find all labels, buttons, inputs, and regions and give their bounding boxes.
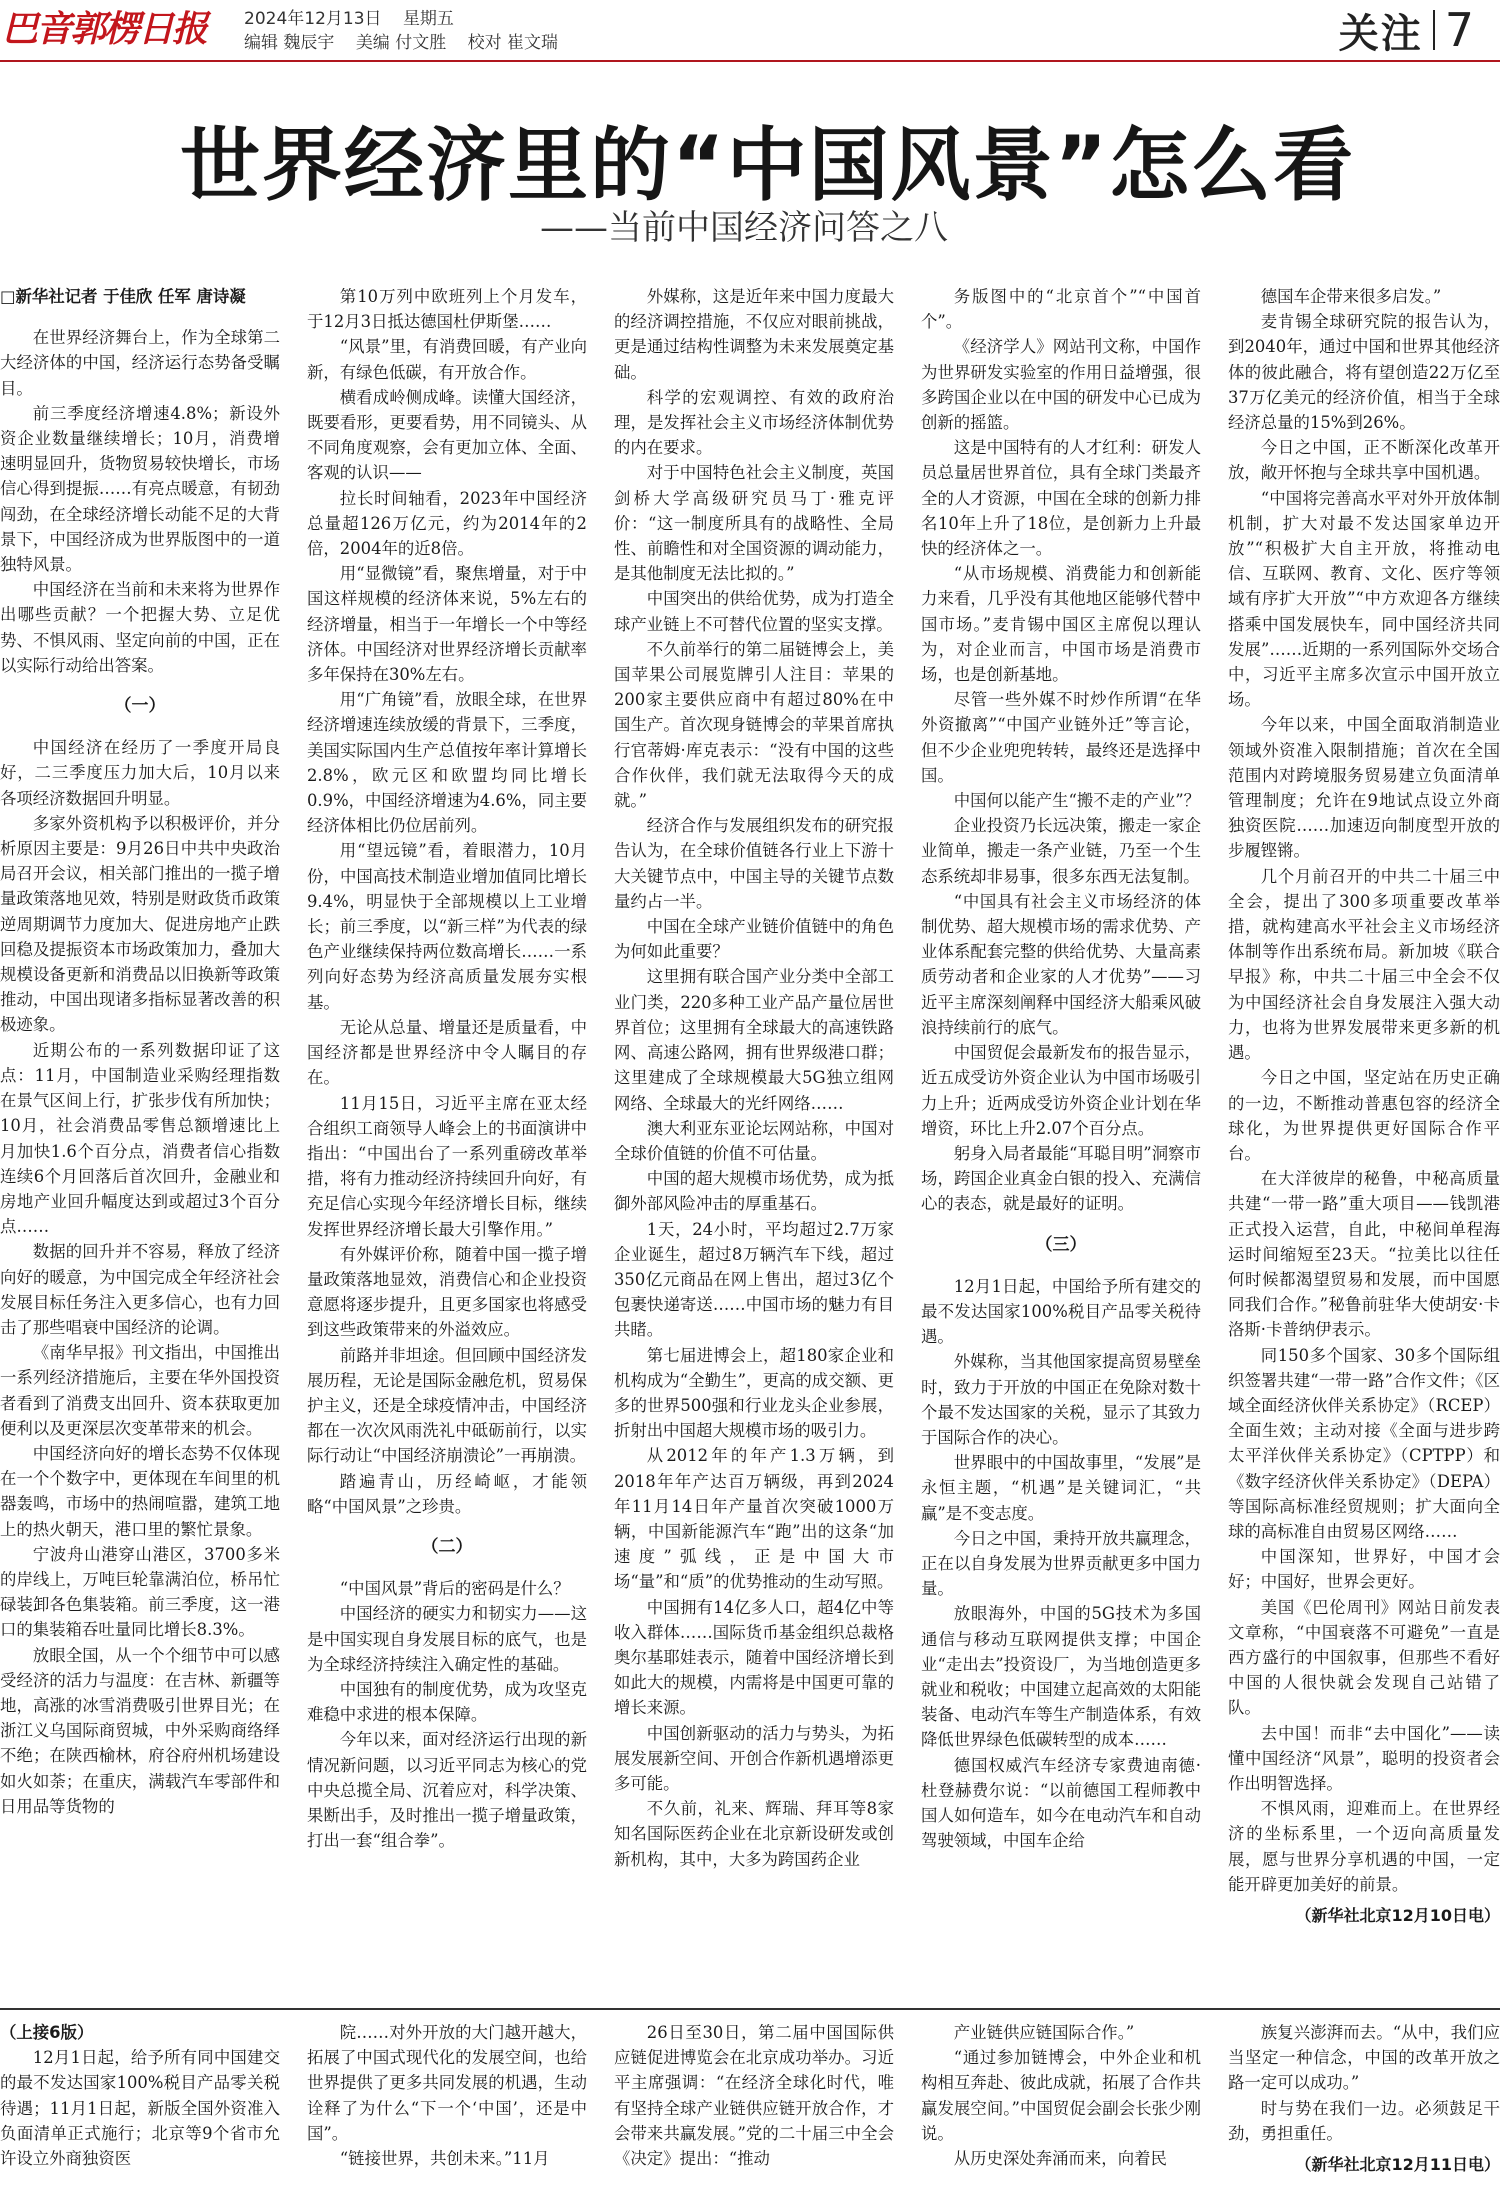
paragraph: 数据的回升并不容易，释放了经济向好的暖意，为中国完成全年经济社会发展目标任务注入更多信心，也有力回击了那些唱衰中国经济的论调。 <box>0 1242 280 1337</box>
paragraph: 无论从总量、增量还是质量看，中国经济都是世界经济中令人瞩目的存在。 <box>307 1017 587 1088</box>
issue-weekday: 星期五 <box>402 9 454 29</box>
paragraph: 中国拥有14亿多人口，超4亿中等收入群体……国际货币基金组织总裁格奥尔基耶娃表示，随着中国经济增长到如此大的规模，内需将是中国更可靠的增长来源。 <box>614 1597 894 1718</box>
paragraph: 族复兴澎湃而去。“从中，我们应当坚定一种信念，中国的改革开放之路一定可以成功。” <box>1228 2023 1500 2093</box>
continued-column-1 <box>0 2020 280 2188</box>
paragraph: 拉长时间轴看，2023年中国经济总量超126万亿元，约为2014年的2倍，2004年的近8倍。 <box>307 488 587 559</box>
continued-column-2 <box>307 2020 587 2188</box>
staff-meta-row <box>244 28 574 53</box>
paragraph: 中国贸促会最新发布的报告显示，近五成受访外资企业认为中国市场吸引力上升；近两成受访外资企业计划在华增资，环比上升2.07个百分点。 <box>921 1043 1201 1138</box>
section-divider <box>1433 10 1435 50</box>
paragraph: “链接世界，共创未来。”11月 <box>339 2149 550 2169</box>
paragraph: “中国将完善高水平对外开放体制机制，扩大对最不发达国家单边开放”“积极扩大自主开放，将推动电信、互联网、教育、文化、医疗等领域有序扩大开放”“中方欢迎各方继续搭乘中国发展快车，同中国经济共同发展”……近期的一系列国际外交场合中，习近平主席多次宣示中国开放立场。 <box>1228 488 1500 710</box>
paragraph: 同150多个国家、30多个国际组织签署共建“一带一路”合作文件；《区域全面经济伙伴关系协定》（RCEP）全面生效；主动对接《全面与进步跨太平洋伙伴关系协定》（CPTPP）和《数字经济伙伴关系协定》（DEPA）等国际高标准经贸规则；扩大面向全球的高标准自由贸易区网络…… <box>1228 1345 1500 1541</box>
paragraph: 12月1日起，给予所有同中国建交的最不发达国家100%税目产品零关税待遇；11月1日起，新版全国外资准入负面清单正式施行；北京等9个省市允许设立外商独资医 <box>0 2048 280 2169</box>
article-dateline: （新华社北京12月10日电） <box>1295 1906 1500 1925</box>
paragraph: 12月1日起，中国给予所有建交的最不发达国家100%税目产品零关税待遇。 <box>921 1276 1201 1347</box>
paragraph: 今年以来，中国全面取消制造业领域外资准入限制措施；首次在全国范围内对跨境服务贸易建立负面清单管理制度；允许在9地试点设立外商独资医院……加速迈向制度型开放的步履铿锵。 <box>1228 715 1500 861</box>
paragraph: 这里拥有联合国产业分类中全部工业门类，220多种工业产品产量位居世界首位；这里拥有全球最大的高速铁路网、高速公路网，拥有世界级港口群；这里建成了全球规模最大5G独立组网网络、全球最大的光纤网络…… <box>614 967 894 1113</box>
paragraph: 科学的宏观调控、有效的政府治理，是发挥社会主义市场经济体制优势的内在要求。 <box>614 387 894 458</box>
newspaper-logo: 巴音郭楞日报 <box>2 8 207 50</box>
paragraph: 中国的超大规模市场优势，成为抵御外部风险冲击的厚重基石。 <box>614 1169 894 1214</box>
paragraph: 企业投资乃长远决策，搬走一家企业简单，搬走一条产业链，乃至一个生态系统却非易事，很多东西无法复制。 <box>921 816 1201 886</box>
article-column-1 <box>0 284 280 2004</box>
paragraph: 第10万列中欧班列上个月发车，于12月3日抵达德国杜伊斯堡…… <box>307 287 587 332</box>
paragraph: 不久前，礼来、辉瑞、拜耳等8家知名国际医药企业在北京新设研发或创新机构，其中，大多为跨国药企业 <box>614 1799 894 1869</box>
paragraph: 横看成岭侧成峰。读懂大国经济，既要看形，更要看势，用不同镜头、从不同角度观察，会有更加立体、全面、客观的认识—— <box>307 387 587 483</box>
art-editor-credit: 美编 付文胜 <box>355 33 447 53</box>
paragraph: 11月15日，习近平主席在亚太经合组织工商领导人峰会上的书面演讲中指出：“中国出台了一系列重磅改革举措，将有力推动经济持续回升向好，有充足信心实现今年经济增长目标，继续发挥世界经济增长最大引擎作用。” <box>307 1093 587 1239</box>
paragraph: 有外媒评价称，随着中国一揽子增量政策落地显效，消费信心和企业投资意愿将逐步提升，且更多国家也将感受到这些政策带来的外溢效应。 <box>307 1244 587 1340</box>
col4b-paragraphs <box>921 1274 1201 1854</box>
cont-col1-paragraphs <box>0 2045 280 2171</box>
paragraph: 中国突出的供给优势，成为打造全球产业链上不可替代位置的坚实支撑。 <box>614 589 894 634</box>
continued-column-5 <box>1228 2020 1500 2188</box>
section-heading-3: （三） <box>1035 1234 1087 1255</box>
proofreader-credit: 校对 崔文瑞 <box>467 33 559 53</box>
paragraph: 务版图中的“北京首个”“中国首个”。 <box>921 287 1201 332</box>
section-rule <box>0 2008 1500 2010</box>
paragraph: 近期公布的一系列数据印证了这点：11月，中国制造业采购经理指数在景气区间上行，扩张步伐有所加快；10月，社会消费品零售总额增速比上月加快1.6个百分点，消费者信心指数连续6个月回落后首次回升，金融业和房地产业回升幅度达到或超过3个百分点…… <box>0 1040 280 1237</box>
paragraph: 麦肯锡全球研究院的报告认为，到2040年，通过中国和世界其他经济体的彼此融合，将有望创造22万亿至37万亿美元的经济价值，相当于全球经济总量的15%到26%。 <box>1228 312 1500 433</box>
issue-date: 2024年12月13日 <box>244 9 382 29</box>
masthead <box>0 0 1500 62</box>
paragraph: 踏遍青山，历经崎岖，才能领略“中国风景”之珍贵。 <box>307 1471 587 1516</box>
page-number: 7 <box>1444 3 1474 57</box>
editor-credit: 编辑 魏辰宇 <box>244 33 335 53</box>
cont-col3-paragraphs <box>614 2020 894 2171</box>
paragraph: “从市场规模、消费能力和创新能力来看，几乎没有其他地区能够代替中国市场。”麦肯锡中国区主席倪以理认为，对企业而言，中国市场是消费市场，也是创新基地。 <box>921 564 1201 685</box>
paragraph: 德国车企带来很多启发。” <box>1260 287 1442 306</box>
continued-column-4 <box>921 2020 1201 2188</box>
paragraph: 1天，24小时，平均超过2.7万家企业诞生，超过8万辆汽车下线，超过350亿元商品在网上售出，超过3亿个包裹快递寄送……中国市场的魅力有目共睹。 <box>614 1219 894 1340</box>
paragraph: 用“广角镜”看，放眼全球，在世界经济增速连续放缓的背景下，三季度，美国实际国内生产总值按年率计算增长2.8%，欧元区和欧盟均同比增长0.9%，中国经济增速为4.6%，同主要经济体相比仍位居前列。 <box>307 690 587 836</box>
cont-col2-paragraphs <box>307 2020 587 2171</box>
cont-col5-paragraphs <box>1228 2020 1500 2146</box>
paragraph: 德国权威汽车经济专家费迪南德·杜登赫费尔说：“以前德国工程师教中国人如何造车，如今在电动汽车和自动驾驶领域，中国车企给 <box>921 1755 1201 1851</box>
continued-dateline: （新华社北京12月11日电） <box>1295 2155 1500 2175</box>
paragraph: 在大洋彼岸的秘鲁，中秘高质量共建“一带一路”重大项目——钱凯港正式投入运营，自此，中秘间单程海运时间缩短至23天。“拉美比以往任何时候都渴望贸易和发展，而中国愿同我们合作。”秘鲁前驻华大使胡安·卡洛斯·卡普纳伊表示。 <box>1228 1169 1500 1340</box>
paragraph: 中国经济向好的增长态势不仅体现在一个个数字中，更体现在车间里的机器轰鸣，市场中的热闹喧嚣，建筑工地上的热火朝天，港口里的繁忙景象。 <box>0 1443 280 1539</box>
paragraph: 院……对外开放的大门越开越大，拓展了中国式现代化的发展空间，也给世界提供了更多共同发展的机遇，生动诠释了为什么“下一个‘中国’，还是中国”。 <box>307 2023 587 2143</box>
col1b-paragraphs <box>0 735 280 1819</box>
paragraph: “中国具有社会主义市场经济的体制优势、超大规模市场的需求优势、产业体系配套完整的供给优势、大量高素质劳动者和企业家的人才优势”——习近平主席深刻阐释中国经济大船乘风破浪持续前行的底气。 <box>921 891 1201 1037</box>
paragraph: 今年以来，面对经济运行出现的新情况新问题，以习近平同志为核心的党中央总揽全局、沉着应对，科学决策、果断出手，及时推出一揽子增量政策，打出一套“组合拳”。 <box>307 1730 587 1851</box>
paragraph: 中国经济在当前和未来将为世界作出哪些贡献？一个把握大势、立足优势、不惧风雨、坚定向前的中国，正在以实际行动给出答案。 <box>0 580 280 675</box>
cont-col4-paragraphs <box>921 2020 1201 2171</box>
col4-paragraphs <box>921 284 1201 1217</box>
paragraph: 从历史深处奔涌而来，向着民 <box>953 2149 1167 2169</box>
continued-article <box>0 2020 1500 2188</box>
section-indicator <box>1339 2 1474 58</box>
paragraph: “风景”里，有消费回暖，有产业向新，有绿色低碳，有开放合作。 <box>307 337 587 382</box>
main-article <box>0 284 1500 2004</box>
paragraph: 多家外资机构予以积极评价，并分析原因主要是：9月26日中共中央政治局召开会议，相关部门推出的一揽子增量政策落地见效，特别是财政货币政策逆周期调节力度加大、促进房地产止跌回稳及提振资本市场政策加力，叠加大规模设备更新和消费品以旧换新等政策推动，中国出现诸多指标显著改善的积极迹象。 <box>0 813 280 1035</box>
paragraph: 这是中国特有的人才红利：研发人员总量居世界首位，具有全球门类最齐全的人才资源，中国在全球的创新力排名10年上升了18位，是创新力上升最快的经济体之一。 <box>921 438 1201 559</box>
col3-paragraphs <box>614 284 894 1872</box>
paragraph: 从2012年的年产1.3万辆，到2018年年产达百万辆级，再到2024年11月14日年产量首次突破1000万辆，中国新能源汽车“跑”出的这条“加速度”弧线，正是中国大市场“量”和“质”的优势推动的生动写照。 <box>614 1446 894 1592</box>
paragraph: 中国独有的制度优势，成为攻坚克难稳中求进的根本保障。 <box>307 1679 587 1725</box>
paragraph: 前路并非坦途。但回顾中国经济发展历程，无论是国际金融危机，贸易保护主义，还是全球疫情冲击，中国经济都在一次次风雨洗礼中砥砺前行，以实际行动让“中国经济崩溃论”一再崩溃。 <box>307 1345 587 1466</box>
paragraph: 产业链供应链国际合作。” <box>953 2023 1135 2042</box>
article-subtitle: ——当前中国经济问答之八 <box>540 208 948 248</box>
col5-paragraphs <box>1228 284 1500 1897</box>
paragraph: 去中国！而非“去中国化”——读懂中国经济“风景”，聪明的投资者会作出明智选择。 <box>1228 1723 1500 1793</box>
section-heading-1: （一） <box>114 696 166 717</box>
article-column-4 <box>921 284 1201 2004</box>
paragraph: 不久前举行的第二届链博会上，美国苹果公司展览牌引人注目：苹果的200家主要供应商中有超过80%在中国生产。首次现身链博会的苹果首席执行官蒂姆·库克表示：“没有中国的这些合作伙伴，我们就无法取得今天的成就。” <box>614 639 894 811</box>
paragraph: 宁波舟山港穿山港区，3700多米的岸线上，万吨巨轮靠满泊位，桥吊忙碌装卸各色集装箱。前三季度，这一港口的集装箱吞吐量同比增长8.3%。 <box>0 1544 280 1640</box>
paragraph: “通过参加链博会，中外企业和机构相互奔赴、彼此成就，拓展了合作共赢发展空间。”中国贸促会副会长张少刚说。 <box>921 2048 1201 2143</box>
paragraph: 用“望远镜”看，着眼潜力，10月份，中国高技术制造业增加值同比增长9.4%，明显快于全部规模以上工业增长；前三季度，以“新三样”为代表的绿色产业继续保持两位数高增长……一系列向好态势为经济高质量发展夯实根基。 <box>307 841 587 1012</box>
col1-paragraphs <box>0 325 280 678</box>
paragraph: 中国创新驱动的活力与势头，为拓展发展新空间、开创合作新机遇增添更多可能。 <box>614 1723 894 1793</box>
paragraph: 中国在全球产业链价值链中的角色为何如此重要？ <box>614 917 894 962</box>
col2-paragraphs <box>307 284 587 1519</box>
paragraph: 前三季度经济增速4.8%；新设外资企业数量继续增长；10月，消费增速明显回升，货物贸易较快增长，市场信心得到提振……有亮点暖意，有韧劲闯劲，在全球经济增长动能不足的大背景下，中国经济成为世界版图中的一道独特风景。 <box>0 403 280 575</box>
col2b-paragraphs <box>307 1576 587 1853</box>
continued-column-3 <box>614 2020 894 2188</box>
paragraph: 中国经济的硬实力和韧实力——这是中国实现自身发展目标的底气，也是为全球经济持续注入确定性的基础。 <box>307 1604 587 1674</box>
paragraph: 中国何以能产生“搬不走的产业”？ <box>953 791 1201 811</box>
paragraph: 美国《巴伦周刊》网站日前发表文章称，“中国衰落不可避免”一直是西方盛行的中国叙事，但那些不看好中国的人很快就会发现自己站错了队。 <box>1228 1597 1500 1718</box>
paragraph: 放眼全国，从一个个细节中可以感受经济的活力与温度：在吉林、新疆等地，高涨的冰雪消费吸引世界目光；在浙江义乌国际商贸城，中外采购商络绎不绝；在陕西榆林，府谷府州机场建设如火如荼；在重庆，满载汽车零部件和日用品等货物的 <box>0 1645 280 1816</box>
paragraph: 26日至30日，第二届中国国际供应链促进博览会在北京成功举办。习近平主席强调：“在经济全球化时代，唯有坚持全球产业链供应链开放合作，才会带来共赢发展。”党的二十届三中全会《决定》提出：“推动 <box>614 2023 894 2169</box>
paragraph: 不惧风雨，迎难而上。在世界经济的坐标系里，一个迈向高质量发展，愿与世界分享机遇的中国，一定能开辟更加美好的前景。 <box>1228 1799 1500 1894</box>
paragraph: 对于中国特色社会主义制度，英国剑桥大学高级研究员马丁·雅克评价：“这一制度所具有的战略性、全局性、前瞻性和对全国资源的调动能力，是其他制度无法比拟的。” <box>614 463 894 584</box>
paragraph: 中国深知，世界好，中国才会好；中国好，世界会更好。 <box>1228 1547 1500 1592</box>
paragraph: 世界眼中的中国故事里，“发展”是永恒主题，“机遇”是关键词汇，“共赢”是不变志度。 <box>921 1453 1201 1523</box>
section-heading-2: （二） <box>421 1536 473 1557</box>
issue-meta-row <box>244 4 470 29</box>
paragraph: 放眼海外，中国的5G技术为多国通信与移动互联网提供支撑；中国企业“走出去”投资设厂，为当地创造更多就业和税收；中国建立起高效的太阳能装备、电动汽车等生产制造体系，有效降低世界绿色低碳转型的成本…… <box>921 1604 1201 1750</box>
paragraph: 经济合作与发展组织发布的研究报告认为，在全球价值链各行业上下游十大关键节点中，中国主导的关键节点数量约占一半。 <box>614 816 894 911</box>
paragraph: 澳大利亚东亚论坛网站称，中国对全球价值链的价值不可估量。 <box>614 1118 894 1163</box>
paragraph: 时与势在我们一边。必须鼓足干劲，勇担重任。 <box>1228 2098 1500 2143</box>
article-column-2 <box>307 284 587 2004</box>
paragraph: 今日之中国，秉持开放共赢理念，正在以自身发展为世界贡献更多中国力量。 <box>921 1528 1201 1599</box>
paragraph: 外媒称，当其他国家提高贸易壁垒时，致力于开放的中国正在免除对数十个最不发达国家的关税，显示了其致力于国际合作的决心。 <box>921 1352 1201 1447</box>
paragraph: 外媒称，这是近年来中国力度最大的经济调控措施，不仅应对眼前挑战，更是通过结构性调整为未来发展奠定基础。 <box>614 287 894 382</box>
byline: □新华社记者 于佳欣 任军 唐诗凝 <box>0 287 246 306</box>
paragraph: 用“显微镜”看，聚焦增量，对于中国这样规模的经济体来说，5%左右的经济增量，相当于一年增长一个中等经济体。中国经济对世界经济增长贡献率多年保持在30%左右。 <box>307 564 587 685</box>
paragraph: 今日之中国，坚定站在历史正确的一边，不断推动普惠包容的经济全球化，为世界提供更好国际合作平台。 <box>1228 1068 1500 1163</box>
paragraph: 在世界经济舞台上，作为全球第二大经济体的中国，经济运行态势备受瞩目。 <box>0 328 280 398</box>
paragraph: 几个月前召开的中共二十届三中全会，提出了300多项重要改革举措，就构建高水平社会主义市场经济体制等作出系统布局。新加坡《联合早报》称，中共二十届三中全会不仅为中国经济社会自身发展注入强大动力，也将为世界发展带来更多新的机遇。 <box>1228 866 1500 1063</box>
article-column-5 <box>1228 284 1500 2004</box>
paragraph: 《经济学人》网站刊文称，中国作为世界研发实验室的作用日益增强，很多跨国企业以在中国的研发中心已成为创新的摇篮。 <box>921 337 1201 433</box>
continued-from-label: （上接6版） <box>0 2023 94 2042</box>
paragraph: 尽管一些外媒不时炒作所谓“在华外资撤离”“中国产业链外迁”等言论，但不少企业兜兜转转，最终还是选择中国。 <box>921 690 1201 785</box>
paragraph: 第七届进博会上，超180家企业和机构成为“全勤生”，更高的成交额、更多的世界500强和行业龙头企业参展，折射出中国超大规模市场的吸引力。 <box>614 1345 894 1441</box>
article-headline: 世界经济里的“中国风景”怎么看 <box>180 119 1356 212</box>
paragraph: 中国经济在经历了一季度开局良好，二三季度压力加大后，10月以来各项经济数据回升明显。 <box>0 738 280 808</box>
paragraph: 今日之中国，正不断深化改革开放，敞开怀抱与全球共享中国机遇。 <box>1228 438 1500 483</box>
section-name: 关注 <box>1338 10 1423 57</box>
paragraph: “中国风景”背后的密码是什么？ <box>339 1579 570 1599</box>
article-column-3 <box>614 284 894 2004</box>
paragraph: 《南华早报》刊文指出，中国推出一系列经济措施后，主要在华外国投资者看到了消费支出回升、资本获取更加便利以及更深层次变革带来的机会。 <box>0 1343 280 1438</box>
paragraph: 躬身入局者最能“耳聪目明”洞察市场，跨国企业真金白银的投入、充满信心的表态，就是最好的证明。 <box>921 1143 1201 1214</box>
